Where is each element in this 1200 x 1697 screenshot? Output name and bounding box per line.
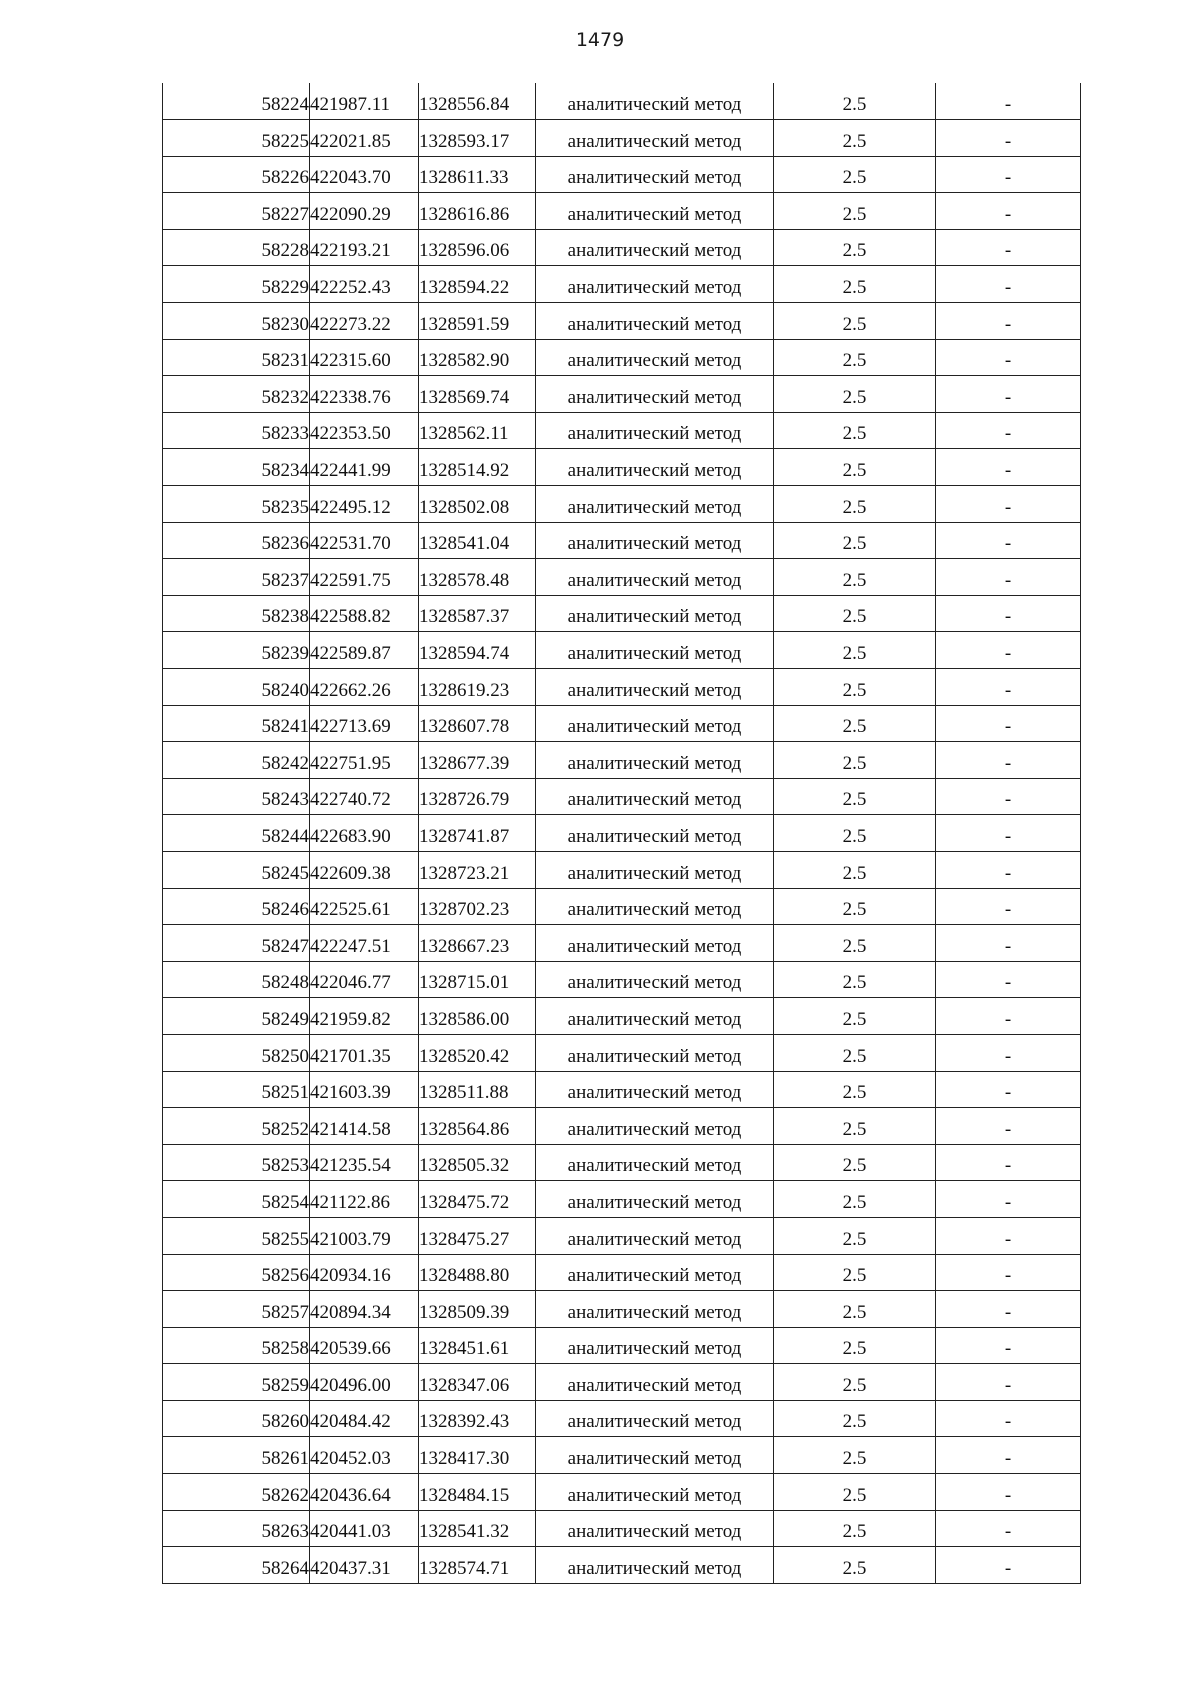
method-cell: аналитический метод <box>536 705 774 742</box>
method-cell: аналитический метод <box>536 1510 774 1547</box>
x-coordinate-cell: 422247.51 <box>310 925 419 962</box>
accuracy-cell: 2.5 <box>774 1217 936 1254</box>
table-row <box>163 193 1081 230</box>
note-cell: - <box>936 632 1081 669</box>
method-cell: аналитический метод <box>536 559 774 596</box>
x-coordinate-cell: 421603.39 <box>310 1071 419 1108</box>
y-coordinate-cell: 1328509.39 <box>419 1291 536 1328</box>
table-row <box>163 632 1081 669</box>
method-cell: аналитический метод <box>536 486 774 523</box>
accuracy-cell: 2.5 <box>774 1400 936 1437</box>
accuracy-cell: 2.5 <box>774 193 936 230</box>
note-cell: - <box>936 925 1081 962</box>
note-cell: - <box>936 705 1081 742</box>
point-number-cell: 58246 <box>163 888 310 925</box>
note-cell: - <box>936 1327 1081 1364</box>
point-number-cell: 58237 <box>163 559 310 596</box>
method-cell: аналитический метод <box>536 961 774 998</box>
accuracy-cell: 2.5 <box>774 486 936 523</box>
accuracy-cell: 2.5 <box>774 888 936 925</box>
table-row <box>163 449 1081 486</box>
x-coordinate-cell: 422495.12 <box>310 486 419 523</box>
x-coordinate-cell: 422531.70 <box>310 522 419 559</box>
method-cell: аналитический метод <box>536 1144 774 1181</box>
note-cell: - <box>936 1510 1081 1547</box>
point-number-cell: 58244 <box>163 815 310 852</box>
method-cell: аналитический метод <box>536 595 774 632</box>
point-number-cell: 58229 <box>163 266 310 303</box>
point-number-cell: 58255 <box>163 1217 310 1254</box>
y-coordinate-cell: 1328667.23 <box>419 925 536 962</box>
coordinates-table <box>162 83 1081 1584</box>
accuracy-cell: 2.5 <box>774 156 936 193</box>
note-cell: - <box>936 522 1081 559</box>
table-row <box>163 229 1081 266</box>
accuracy-cell: 2.5 <box>774 412 936 449</box>
y-coordinate-cell: 1328475.27 <box>419 1217 536 1254</box>
accuracy-cell: 2.5 <box>774 522 936 559</box>
y-coordinate-cell: 1328541.32 <box>419 1510 536 1547</box>
table-row <box>163 669 1081 706</box>
method-cell: аналитический метод <box>536 669 774 706</box>
accuracy-cell: 2.5 <box>774 632 936 669</box>
note-cell: - <box>936 998 1081 1035</box>
accuracy-cell: 2.5 <box>774 1181 936 1218</box>
point-number-cell: 58264 <box>163 1547 310 1584</box>
point-number-cell: 58231 <box>163 339 310 376</box>
note-cell: - <box>936 1364 1081 1401</box>
accuracy-cell: 2.5 <box>774 303 936 340</box>
table-row <box>163 705 1081 742</box>
point-number-cell: 58258 <box>163 1327 310 1364</box>
table-row <box>163 412 1081 449</box>
x-coordinate-cell: 420437.31 <box>310 1547 419 1584</box>
x-coordinate-cell: 422441.99 <box>310 449 419 486</box>
table-row <box>163 486 1081 523</box>
method-cell: аналитический метод <box>536 83 774 120</box>
table-row <box>163 1474 1081 1511</box>
table-row <box>163 1108 1081 1145</box>
note-cell: - <box>936 1071 1081 1108</box>
note-cell: - <box>936 193 1081 230</box>
accuracy-cell: 2.5 <box>774 83 936 120</box>
point-number-cell: 58230 <box>163 303 310 340</box>
note-cell: - <box>936 1437 1081 1474</box>
method-cell: аналитический метод <box>536 1217 774 1254</box>
x-coordinate-cell: 420894.34 <box>310 1291 419 1328</box>
note-cell: - <box>936 1474 1081 1511</box>
x-coordinate-cell: 422338.76 <box>310 376 419 413</box>
accuracy-cell: 2.5 <box>774 1071 936 1108</box>
table-row <box>163 1071 1081 1108</box>
method-cell: аналитический метод <box>536 1071 774 1108</box>
note-cell: - <box>936 412 1081 449</box>
table-row <box>163 376 1081 413</box>
method-cell: аналитический метод <box>536 632 774 669</box>
point-number-cell: 58240 <box>163 669 310 706</box>
x-coordinate-cell: 421701.35 <box>310 1034 419 1071</box>
point-number-cell: 58232 <box>163 376 310 413</box>
y-coordinate-cell: 1328574.71 <box>419 1547 536 1584</box>
x-coordinate-cell: 422588.82 <box>310 595 419 632</box>
x-coordinate-cell: 421235.54 <box>310 1144 419 1181</box>
method-cell: аналитический метод <box>536 815 774 852</box>
y-coordinate-cell: 1328723.21 <box>419 851 536 888</box>
y-coordinate-cell: 1328594.22 <box>419 266 536 303</box>
point-number-cell: 58227 <box>163 193 310 230</box>
page-number: 1479 <box>575 29 625 51</box>
method-cell: аналитический метод <box>536 376 774 413</box>
table-row <box>163 1364 1081 1401</box>
method-cell: аналитический метод <box>536 1474 774 1511</box>
x-coordinate-cell: 422353.50 <box>310 412 419 449</box>
table-row <box>163 851 1081 888</box>
point-number-cell: 58254 <box>163 1181 310 1218</box>
method-cell: аналитический метод <box>536 1437 774 1474</box>
x-coordinate-cell: 420496.00 <box>310 1364 419 1401</box>
method-cell: аналитический метод <box>536 1108 774 1145</box>
note-cell: - <box>936 851 1081 888</box>
x-coordinate-cell: 421414.58 <box>310 1108 419 1145</box>
table-row <box>163 156 1081 193</box>
table-row <box>163 595 1081 632</box>
table-row <box>163 1291 1081 1328</box>
table-row <box>163 1034 1081 1071</box>
y-coordinate-cell: 1328556.84 <box>419 83 536 120</box>
table-row <box>163 1181 1081 1218</box>
point-number-cell: 58224 <box>163 83 310 120</box>
method-cell: аналитический метод <box>536 339 774 376</box>
note-cell: - <box>936 888 1081 925</box>
method-cell: аналитический метод <box>536 1034 774 1071</box>
point-number-cell: 58252 <box>163 1108 310 1145</box>
table-row <box>163 266 1081 303</box>
accuracy-cell: 2.5 <box>774 1254 936 1291</box>
note-cell: - <box>936 1217 1081 1254</box>
accuracy-cell: 2.5 <box>774 1437 936 1474</box>
x-coordinate-cell: 422662.26 <box>310 669 419 706</box>
accuracy-cell: 2.5 <box>774 120 936 157</box>
accuracy-cell: 2.5 <box>774 449 936 486</box>
table-row <box>163 778 1081 815</box>
y-coordinate-cell: 1328715.01 <box>419 961 536 998</box>
x-coordinate-cell: 422591.75 <box>310 559 419 596</box>
y-coordinate-cell: 1328451.61 <box>419 1327 536 1364</box>
x-coordinate-cell: 422589.87 <box>310 632 419 669</box>
method-cell: аналитический метод <box>536 120 774 157</box>
accuracy-cell: 2.5 <box>774 266 936 303</box>
accuracy-cell: 2.5 <box>774 229 936 266</box>
note-cell: - <box>936 486 1081 523</box>
accuracy-cell: 2.5 <box>774 1327 936 1364</box>
accuracy-cell: 2.5 <box>774 851 936 888</box>
y-coordinate-cell: 1328514.92 <box>419 449 536 486</box>
method-cell: аналитический метод <box>536 851 774 888</box>
x-coordinate-cell: 422740.72 <box>310 778 419 815</box>
note-cell: - <box>936 669 1081 706</box>
method-cell: аналитический метод <box>536 1364 774 1401</box>
note-cell: - <box>936 1254 1081 1291</box>
y-coordinate-cell: 1328564.86 <box>419 1108 536 1145</box>
point-number-cell: 58253 <box>163 1144 310 1181</box>
note-cell: - <box>936 120 1081 157</box>
table-body <box>163 83 1081 1583</box>
note-cell: - <box>936 595 1081 632</box>
note-cell: - <box>936 1547 1081 1584</box>
point-number-cell: 58257 <box>163 1291 310 1328</box>
y-coordinate-cell: 1328586.00 <box>419 998 536 1035</box>
x-coordinate-cell: 421959.82 <box>310 998 419 1035</box>
y-coordinate-cell: 1328562.11 <box>419 412 536 449</box>
note-cell: - <box>936 778 1081 815</box>
y-coordinate-cell: 1328616.86 <box>419 193 536 230</box>
note-cell: - <box>936 1034 1081 1071</box>
point-number-cell: 58225 <box>163 120 310 157</box>
table-row <box>163 1510 1081 1547</box>
point-number-cell: 58226 <box>163 156 310 193</box>
note-cell: - <box>936 742 1081 779</box>
y-coordinate-cell: 1328520.42 <box>419 1034 536 1071</box>
x-coordinate-cell: 422090.29 <box>310 193 419 230</box>
method-cell: аналитический метод <box>536 229 774 266</box>
point-number-cell: 58250 <box>163 1034 310 1071</box>
y-coordinate-cell: 1328594.74 <box>419 632 536 669</box>
point-number-cell: 58262 <box>163 1474 310 1511</box>
y-coordinate-cell: 1328569.74 <box>419 376 536 413</box>
table-row <box>163 120 1081 157</box>
y-coordinate-cell: 1328726.79 <box>419 778 536 815</box>
x-coordinate-cell: 422046.77 <box>310 961 419 998</box>
y-coordinate-cell: 1328702.23 <box>419 888 536 925</box>
point-number-cell: 58259 <box>163 1364 310 1401</box>
note-cell: - <box>936 339 1081 376</box>
accuracy-cell: 2.5 <box>774 925 936 962</box>
y-coordinate-cell: 1328347.06 <box>419 1364 536 1401</box>
table-row <box>163 742 1081 779</box>
x-coordinate-cell: 420441.03 <box>310 1510 419 1547</box>
point-number-cell: 58243 <box>163 778 310 815</box>
point-number-cell: 58228 <box>163 229 310 266</box>
table-row <box>163 522 1081 559</box>
accuracy-cell: 2.5 <box>774 1547 936 1584</box>
y-coordinate-cell: 1328591.59 <box>419 303 536 340</box>
y-coordinate-cell: 1328611.33 <box>419 156 536 193</box>
accuracy-cell: 2.5 <box>774 778 936 815</box>
y-coordinate-cell: 1328475.72 <box>419 1181 536 1218</box>
table-row <box>163 1437 1081 1474</box>
y-coordinate-cell: 1328417.30 <box>419 1437 536 1474</box>
accuracy-cell: 2.5 <box>774 1474 936 1511</box>
x-coordinate-cell: 422273.22 <box>310 303 419 340</box>
y-coordinate-cell: 1328541.04 <box>419 522 536 559</box>
note-cell: - <box>936 1291 1081 1328</box>
note-cell: - <box>936 83 1081 120</box>
point-number-cell: 58234 <box>163 449 310 486</box>
method-cell: аналитический метод <box>536 1327 774 1364</box>
y-coordinate-cell: 1328596.06 <box>419 229 536 266</box>
x-coordinate-cell: 422193.21 <box>310 229 419 266</box>
point-number-cell: 58256 <box>163 1254 310 1291</box>
accuracy-cell: 2.5 <box>774 961 936 998</box>
x-coordinate-cell: 420452.03 <box>310 1437 419 1474</box>
x-coordinate-cell: 421122.86 <box>310 1181 419 1218</box>
method-cell: аналитический метод <box>536 778 774 815</box>
point-number-cell: 58245 <box>163 851 310 888</box>
point-number-cell: 58236 <box>163 522 310 559</box>
method-cell: аналитический метод <box>536 412 774 449</box>
method-cell: аналитический метод <box>536 1254 774 1291</box>
x-coordinate-cell: 422751.95 <box>310 742 419 779</box>
y-coordinate-cell: 1328593.17 <box>419 120 536 157</box>
method-cell: аналитический метод <box>536 522 774 559</box>
method-cell: аналитический метод <box>536 888 774 925</box>
note-cell: - <box>936 376 1081 413</box>
method-cell: аналитический метод <box>536 742 774 779</box>
x-coordinate-cell: 420539.66 <box>310 1327 419 1364</box>
note-cell: - <box>936 1108 1081 1145</box>
accuracy-cell: 2.5 <box>774 1144 936 1181</box>
y-coordinate-cell: 1328505.32 <box>419 1144 536 1181</box>
x-coordinate-cell: 422043.70 <box>310 156 419 193</box>
x-coordinate-cell: 420484.42 <box>310 1400 419 1437</box>
point-number-cell: 58238 <box>163 595 310 632</box>
y-coordinate-cell: 1328619.23 <box>419 669 536 706</box>
x-coordinate-cell: 422683.90 <box>310 815 419 852</box>
accuracy-cell: 2.5 <box>774 705 936 742</box>
table-row <box>163 1327 1081 1364</box>
note-cell: - <box>936 559 1081 596</box>
point-number-cell: 58260 <box>163 1400 310 1437</box>
x-coordinate-cell: 422609.38 <box>310 851 419 888</box>
method-cell: аналитический метод <box>536 1291 774 1328</box>
method-cell: аналитический метод <box>536 1181 774 1218</box>
x-coordinate-cell: 421987.11 <box>310 83 419 120</box>
table-row <box>163 1254 1081 1291</box>
table-row <box>163 925 1081 962</box>
note-cell: - <box>936 156 1081 193</box>
point-number-cell: 58247 <box>163 925 310 962</box>
x-coordinate-cell: 422021.85 <box>310 120 419 157</box>
accuracy-cell: 2.5 <box>774 595 936 632</box>
y-coordinate-cell: 1328484.15 <box>419 1474 536 1511</box>
method-cell: аналитический метод <box>536 1400 774 1437</box>
y-coordinate-cell: 1328607.78 <box>419 705 536 742</box>
x-coordinate-cell: 422713.69 <box>310 705 419 742</box>
point-number-cell: 58263 <box>163 1510 310 1547</box>
table-row <box>163 1547 1081 1584</box>
method-cell: аналитический метод <box>536 193 774 230</box>
accuracy-cell: 2.5 <box>774 339 936 376</box>
y-coordinate-cell: 1328582.90 <box>419 339 536 376</box>
method-cell: аналитический метод <box>536 449 774 486</box>
method-cell: аналитический метод <box>536 156 774 193</box>
y-coordinate-cell: 1328587.37 <box>419 595 536 632</box>
note-cell: - <box>936 961 1081 998</box>
table-row <box>163 559 1081 596</box>
method-cell: аналитический метод <box>536 266 774 303</box>
x-coordinate-cell: 422525.61 <box>310 888 419 925</box>
table-row <box>163 888 1081 925</box>
table-row <box>163 1144 1081 1181</box>
table-row <box>163 961 1081 998</box>
method-cell: аналитический метод <box>536 998 774 1035</box>
accuracy-cell: 2.5 <box>774 1034 936 1071</box>
y-coordinate-cell: 1328392.43 <box>419 1400 536 1437</box>
point-number-cell: 58241 <box>163 705 310 742</box>
accuracy-cell: 2.5 <box>774 998 936 1035</box>
note-cell: - <box>936 303 1081 340</box>
note-cell: - <box>936 1400 1081 1437</box>
note-cell: - <box>936 1181 1081 1218</box>
table-row <box>163 815 1081 852</box>
note-cell: - <box>936 266 1081 303</box>
accuracy-cell: 2.5 <box>774 815 936 852</box>
accuracy-cell: 2.5 <box>774 742 936 779</box>
table-row <box>163 1217 1081 1254</box>
point-number-cell: 58251 <box>163 1071 310 1108</box>
table-row <box>163 998 1081 1035</box>
accuracy-cell: 2.5 <box>774 376 936 413</box>
y-coordinate-cell: 1328741.87 <box>419 815 536 852</box>
method-cell: аналитический метод <box>536 925 774 962</box>
note-cell: - <box>936 815 1081 852</box>
note-cell: - <box>936 449 1081 486</box>
table-row <box>163 339 1081 376</box>
method-cell: аналитический метод <box>536 303 774 340</box>
point-number-cell: 58235 <box>163 486 310 523</box>
y-coordinate-cell: 1328578.48 <box>419 559 536 596</box>
point-number-cell: 58249 <box>163 998 310 1035</box>
accuracy-cell: 2.5 <box>774 669 936 706</box>
y-coordinate-cell: 1328511.88 <box>419 1071 536 1108</box>
accuracy-cell: 2.5 <box>774 1291 936 1328</box>
point-number-cell: 58239 <box>163 632 310 669</box>
note-cell: - <box>936 229 1081 266</box>
accuracy-cell: 2.5 <box>774 559 936 596</box>
point-number-cell: 58261 <box>163 1437 310 1474</box>
point-number-cell: 58248 <box>163 961 310 998</box>
table-row <box>163 83 1081 120</box>
method-cell: аналитический метод <box>536 1547 774 1584</box>
x-coordinate-cell: 422252.43 <box>310 266 419 303</box>
y-coordinate-cell: 1328502.08 <box>419 486 536 523</box>
point-number-cell: 58242 <box>163 742 310 779</box>
x-coordinate-cell: 420436.64 <box>310 1474 419 1511</box>
accuracy-cell: 2.5 <box>774 1364 936 1401</box>
x-coordinate-cell: 421003.79 <box>310 1217 419 1254</box>
y-coordinate-cell: 1328677.39 <box>419 742 536 779</box>
accuracy-cell: 2.5 <box>774 1510 936 1547</box>
accuracy-cell: 2.5 <box>774 1108 936 1145</box>
x-coordinate-cell: 420934.16 <box>310 1254 419 1291</box>
x-coordinate-cell: 422315.60 <box>310 339 419 376</box>
note-cell: - <box>936 1144 1081 1181</box>
table-row <box>163 1400 1081 1437</box>
point-number-cell: 58233 <box>163 412 310 449</box>
y-coordinate-cell: 1328488.80 <box>419 1254 536 1291</box>
table-row <box>163 303 1081 340</box>
